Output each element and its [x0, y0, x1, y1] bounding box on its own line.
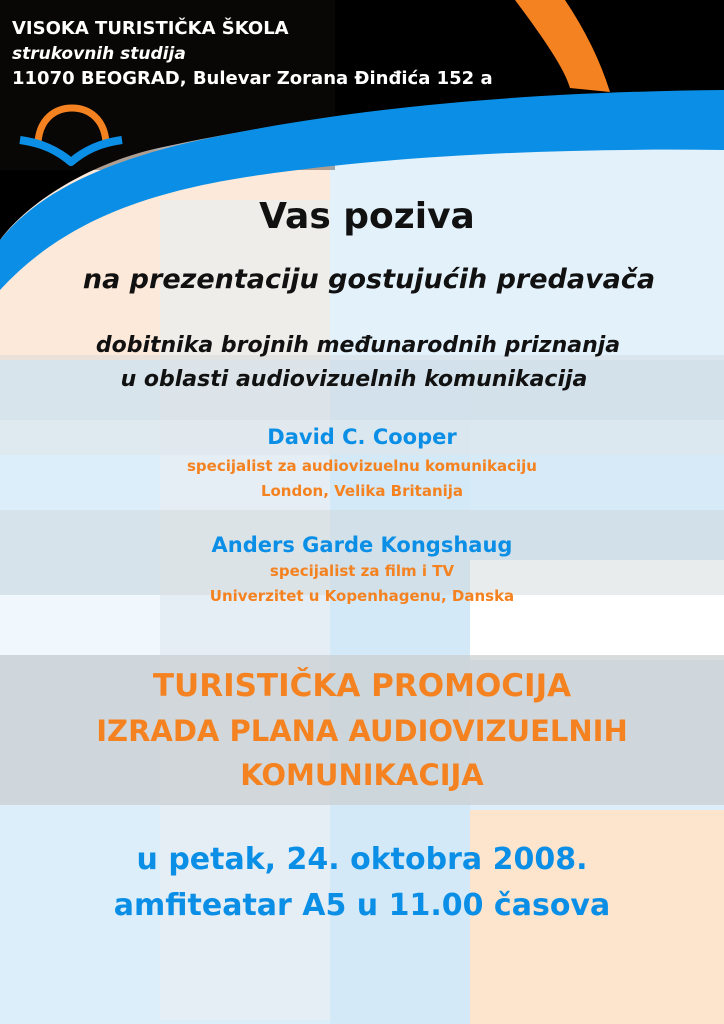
event-date: u petak, 24. oktobra 2008. — [136, 842, 588, 877]
speaker-location: Univerzitet u Kopenhagenu, Danska — [209, 587, 515, 605]
invitation-heading: Vas poziva — [259, 196, 475, 237]
speaker-location: London, Velika Britanija — [260, 482, 464, 500]
school-address: 11070 BEOGRAD, Bulevar Zorana Đinđića 152 a — [12, 68, 493, 89]
speaker-role: specijalist za film i TV — [269, 562, 455, 580]
speaker-name: David C. Cooper — [267, 425, 457, 449]
invitation-detail-2: u oblasti audiovizuelnih komunikacija — [120, 367, 588, 392]
school-name: VISOKA TURISTIČKA ŠKOLA — [12, 18, 289, 39]
topic-line-2: IZRADA PLANA AUDIOVIZUELNIH — [96, 714, 628, 748]
event-venue: amfiteatar A5 u 11.00 časova — [113, 888, 611, 923]
topic-title: TURISTIČKA PROMOCIJA — [152, 668, 572, 704]
speaker-role: specijalist za audiovizuelnu komunikaciju — [187, 457, 537, 475]
topic-line-3: KOMUNIKACIJA — [240, 758, 484, 792]
school-subtitle: strukovnih studija — [12, 44, 186, 64]
invitation-detail-1: dobitnika brojnih međunarodnih priznanja — [95, 333, 621, 358]
invitation-subheading: na prezentaciju gostujućih predavača — [82, 264, 656, 295]
book-sunrise-logo-icon — [16, 100, 126, 170]
speaker-name: Anders Garde Kongshaug — [211, 533, 513, 557]
